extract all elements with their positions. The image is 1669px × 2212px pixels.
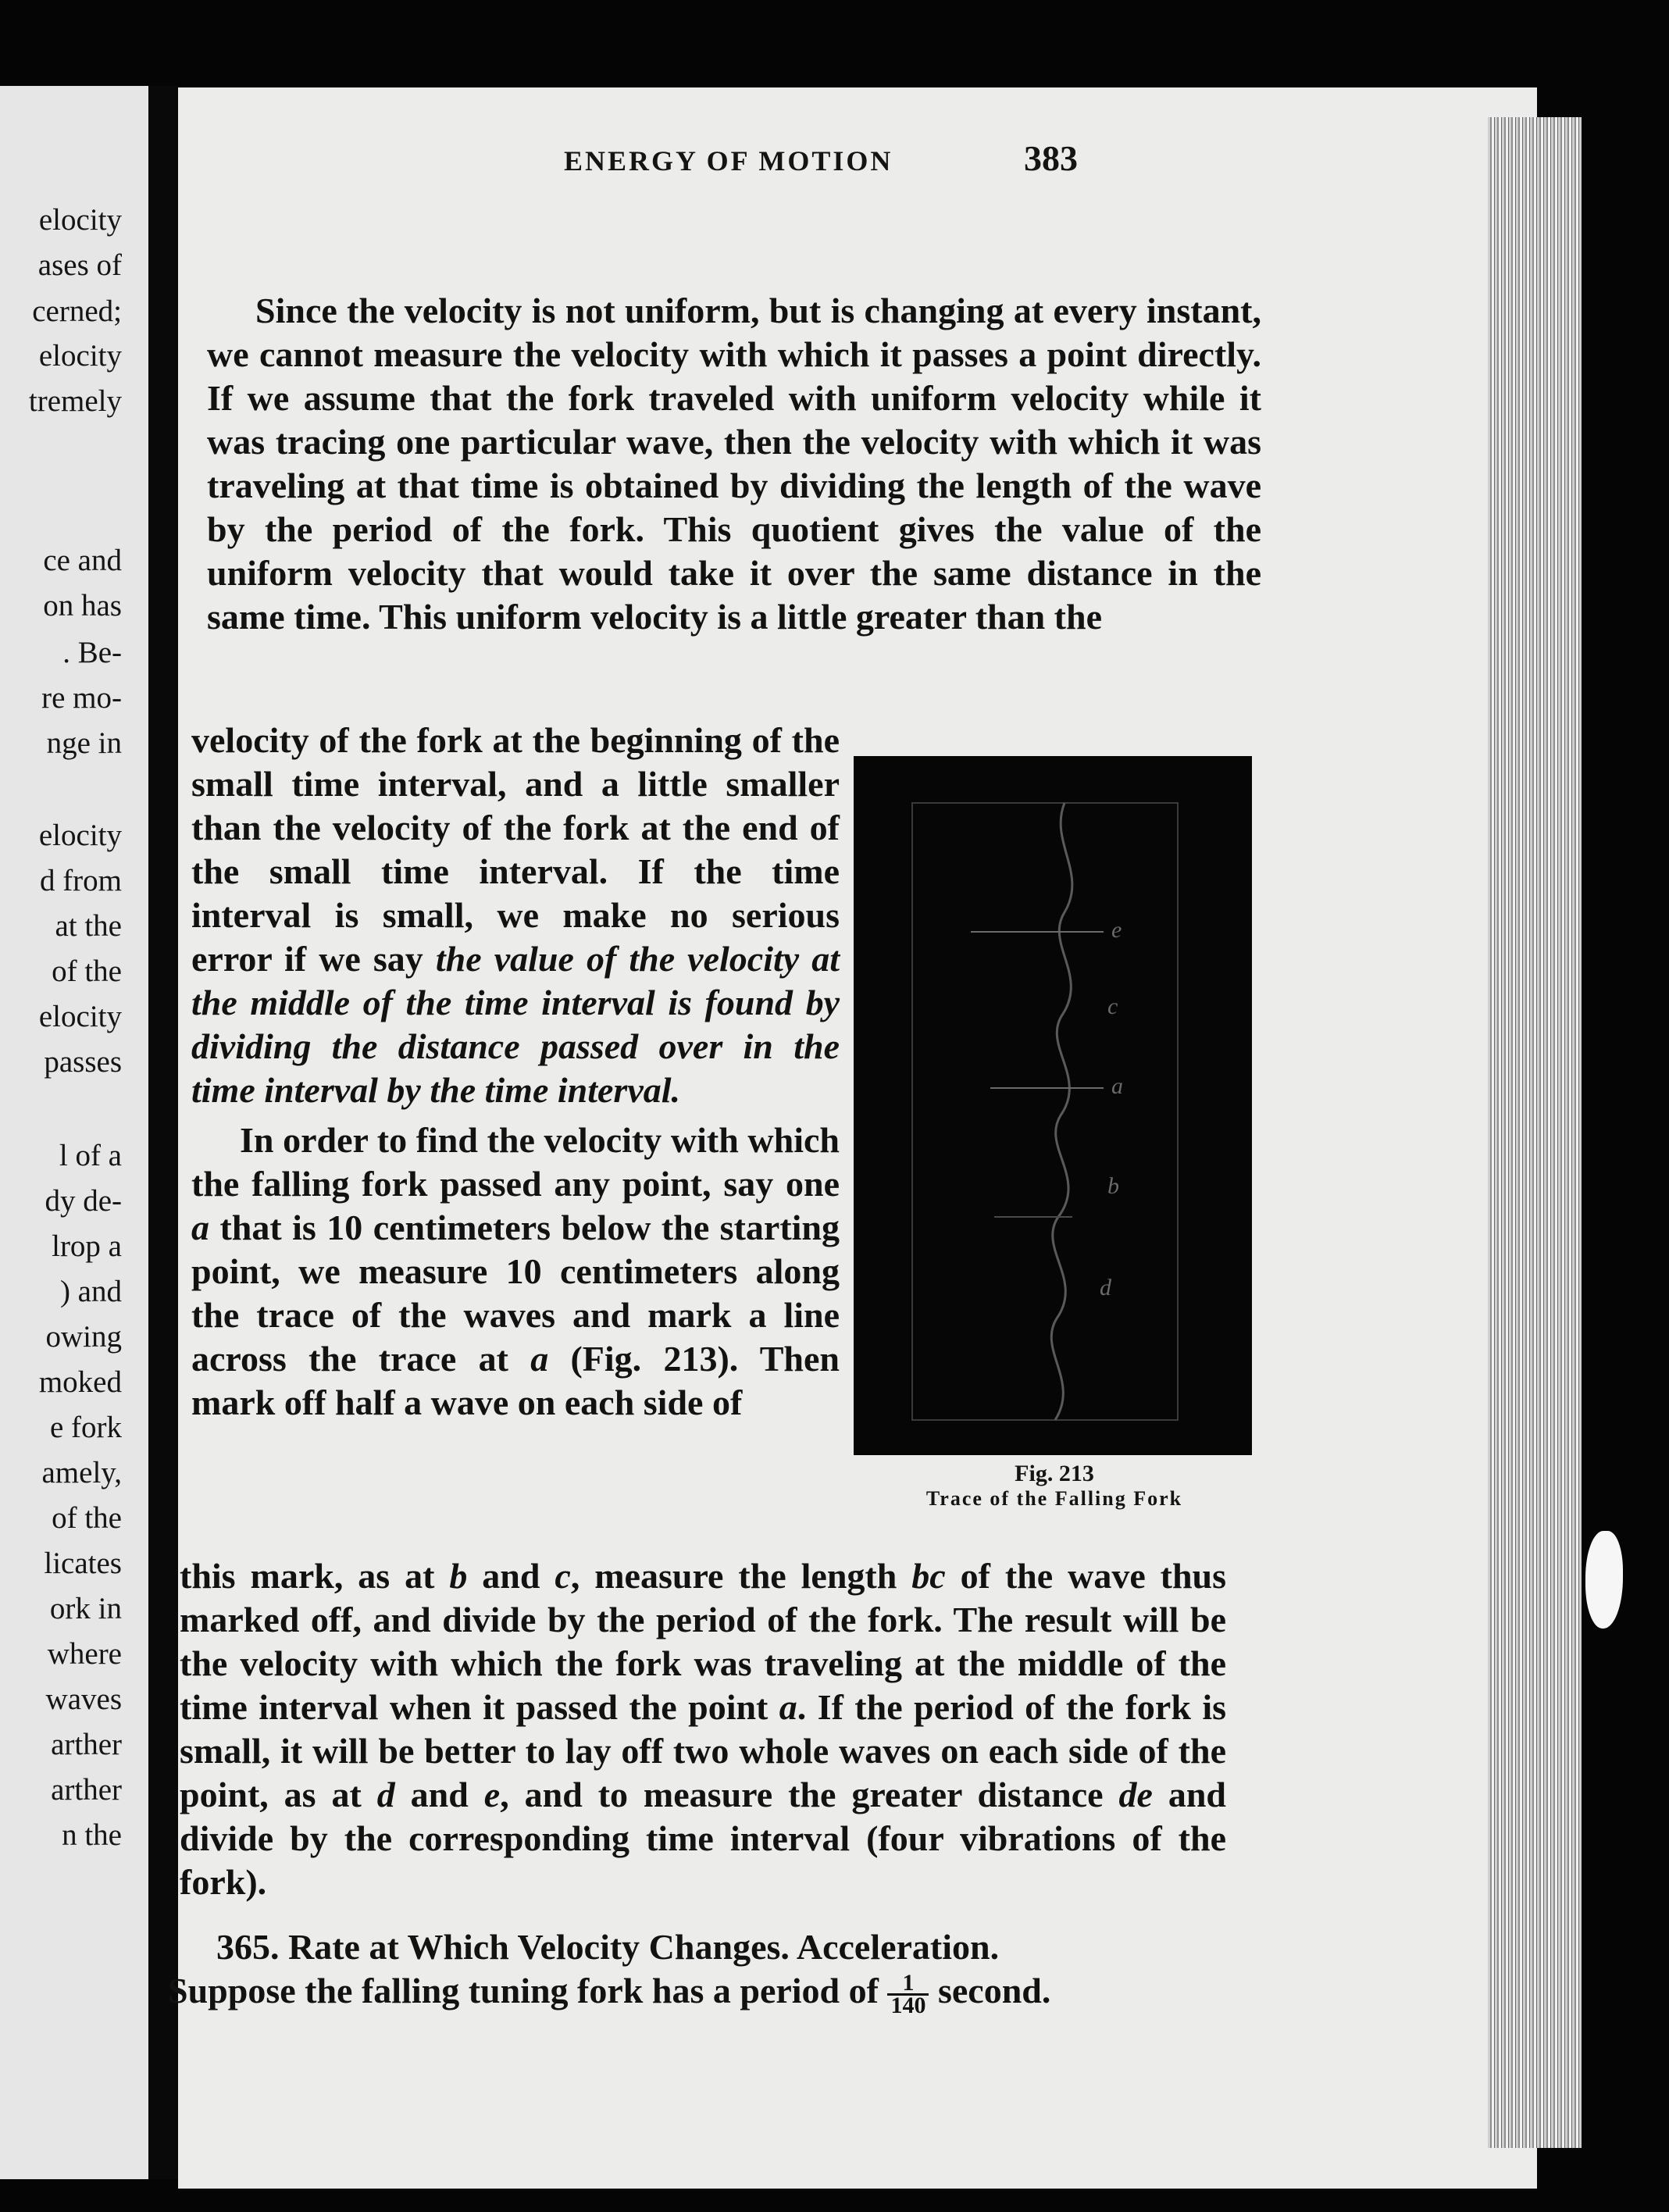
fraction-denominator: 140 [890, 1992, 926, 2018]
section-365 [168, 1925, 1214, 2016]
facing-page-fragment: elocity [38, 339, 122, 373]
paragraph-2-text-c: (Fig. 213). Then mark off half a wave on each side of [191, 1339, 840, 1422]
fork-trace-figure [854, 756, 1252, 1455]
facing-page-fragment: of the [52, 954, 122, 988]
point-a-label-3: a [779, 1687, 797, 1727]
paragraph-2-text-h: . If the period of the fork is small, it will be better to lay off two whole waves on each side of the point, as at [180, 1687, 1227, 1814]
facing-page-left [0, 86, 148, 2179]
facing-page-fragment: on has [43, 589, 122, 623]
paragraph-2-text-j: , and to measure the greater distance [500, 1775, 1104, 1814]
figure-label-d: d [1100, 1275, 1111, 1300]
facing-page-fragment: ce and [43, 544, 122, 577]
facing-page-fragment: cerned; [32, 294, 122, 328]
distance-de-label: de [1118, 1775, 1153, 1814]
paragraph-2-text-k: and divide by the corresponding time interval (four vibrations of the fork). [180, 1775, 1226, 1902]
figure-label-a: a [1111, 1073, 1123, 1099]
point-a-label-2: a [530, 1339, 549, 1379]
page-number: 383 [1024, 138, 1078, 178]
facing-page-fragment: ork in [49, 1592, 122, 1625]
paragraph-1 [207, 289, 1261, 639]
facing-page-fragment: n the [62, 1818, 122, 1852]
facing-page-fragment: d from [39, 864, 122, 897]
paragraph-1-text: Since the velocity is not uniform, but is changing at every instant, we cannot measure the velocity with which it passes a point directly. If we assume that the fork traveled with uniform velocity while it was tracing one particular wave, then the velocity with which it was traveling at that time is obtained by dividing the length of the wave by the period of the fork. This quotient gives the value of the uniform velocity that would take it over the same distance in the same time. This uniform velocity is a little greater than the [207, 291, 1261, 637]
facing-page-fragment: at the [55, 909, 122, 943]
length-bc-label: bc [911, 1556, 946, 1596]
facing-page-fragment: waves [45, 1682, 122, 1716]
section-title: Rate at Which Velocity Changes. Acceleration. [288, 1927, 1000, 1967]
paper-blot [1585, 1531, 1623, 1629]
wave-trace [1051, 803, 1072, 1420]
page-edges [1488, 117, 1582, 2148]
facing-page-fragment: moked [38, 1365, 122, 1399]
paragraph-2-text-e: and [482, 1556, 540, 1596]
paragraph-2-text-i: and [410, 1775, 469, 1814]
paragraph-1-continued-text: velocity of the fork at the beginning of the small time interval, and a little smaller than the velocity of the fork at the end of the small time interval. If the time interval is small, we make no serious error if we say [191, 720, 840, 979]
facing-page-fragment: re mo- [41, 681, 122, 715]
running-head [383, 137, 1148, 179]
facing-page-fragment: arther [51, 1773, 122, 1807]
fraction-period [887, 1969, 929, 2018]
figure-213 [854, 756, 1252, 1455]
facing-page-fragment: arther [51, 1728, 122, 1761]
facing-page-fragment: . Be- [62, 636, 122, 669]
facing-page-fragment: ases of [37, 248, 122, 282]
facing-page-fragment: passes [44, 1045, 122, 1079]
fraction-numerator: 1 [887, 1973, 929, 1996]
point-c-label: c [555, 1556, 571, 1596]
paragraph-1-italic-rule: the value of the velocity at the middle of the time interval is found by dividing the distance passed over in the time interval by the time interval. [191, 939, 840, 1110]
figure-label-e: e [1111, 917, 1122, 943]
facing-page-fragment: l of a [59, 1139, 122, 1172]
paragraph-3-text-b: second. [937, 1971, 1051, 2010]
paragraph-2-text-a: In order to find the velocity with which the falling fork passed any point, say one [191, 1120, 840, 1204]
paragraph-2-continued [180, 1554, 1226, 1904]
facing-page-fragment: elocity [38, 819, 122, 852]
figure-caption [843, 1461, 1265, 1511]
point-e-label: e [483, 1775, 501, 1814]
figure-label-b: b [1107, 1173, 1119, 1199]
facing-page-fragment: nge in [46, 726, 122, 760]
paragraph-1-continued [191, 719, 840, 1425]
facing-page-fragment: amely, [41, 1456, 122, 1490]
section-number: 365. [216, 1927, 280, 1967]
facing-page-fragment: licates [44, 1547, 122, 1580]
paragraph-2-text-f: , measure the length [570, 1556, 897, 1596]
point-a-label: a [191, 1208, 209, 1247]
facing-page-fragment: of the [52, 1501, 122, 1535]
figure-label-c: c [1107, 994, 1118, 1019]
figure-caption-number: Fig. 213 [1015, 1461, 1094, 1486]
facing-page-fragment: elocity [38, 203, 122, 237]
paragraph-2-text-d: this mark, as at [180, 1556, 435, 1596]
book-spine [148, 86, 178, 2179]
facing-page-fragment: elocity [38, 1000, 122, 1033]
running-head-title: ENERGY OF MOTION [564, 145, 893, 177]
point-b-label: b [449, 1556, 468, 1596]
paragraph-2-text-b: that is 10 centimeters below the starting point, we measure 10 centimeters along the trace of the waves and mark a line across the trace at [191, 1208, 840, 1379]
facing-page-fragment: where [47, 1637, 122, 1671]
facing-page-fragment: tremely [28, 384, 122, 418]
facing-page-fragment: lrop a [52, 1229, 122, 1263]
facing-page-fragment: dy de- [45, 1184, 122, 1218]
facing-page-fragment: owing [45, 1320, 122, 1354]
paragraph-3-text-a: Suppose the falling tuning fork has a period of [168, 1971, 879, 2010]
figure-caption-title: Trace of the Falling Fork [925, 1487, 1183, 1510]
facing-page-fragment: e fork [49, 1411, 122, 1444]
trace-frame [912, 803, 1178, 1420]
facing-page-fragment: ) and [59, 1275, 122, 1308]
paragraph-2-text-g: of the wave thus marked off, and divide by the period of the fork. The result will be the velocity with which the fork was traveling at the middle of the time interval when it passed the point [180, 1556, 1227, 1727]
point-d-label: d [376, 1775, 395, 1814]
